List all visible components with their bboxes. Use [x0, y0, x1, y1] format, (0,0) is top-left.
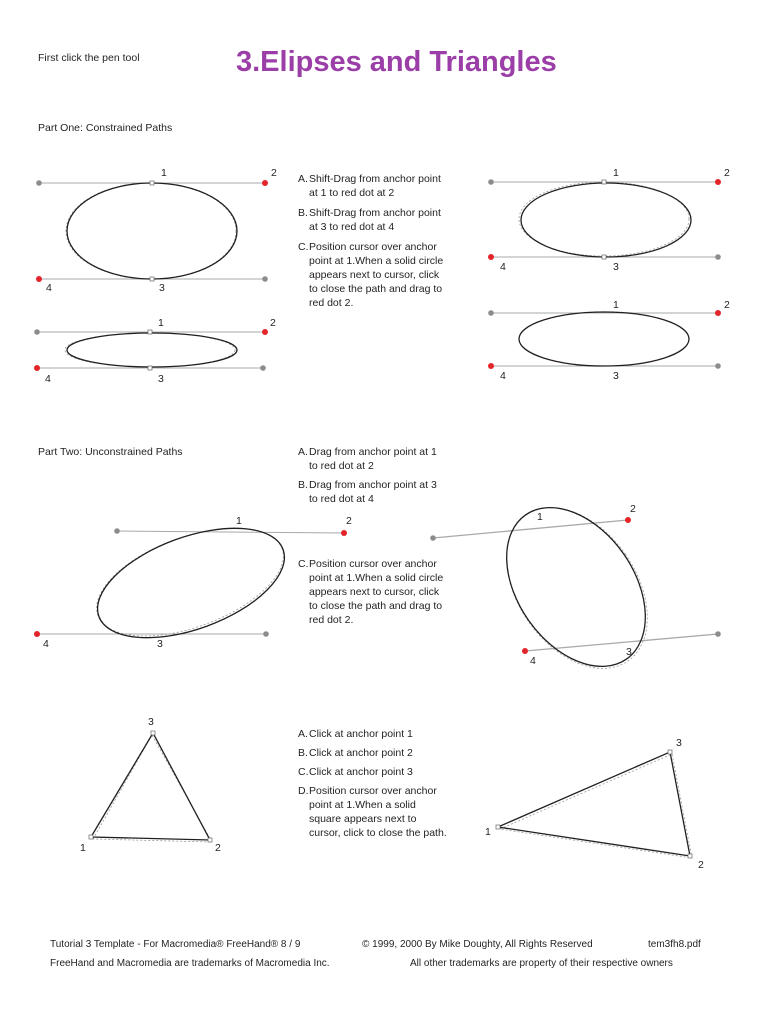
red-dot-4: [488, 363, 494, 369]
part-one-heading: Part One: Constrained Paths: [38, 122, 173, 134]
step-text: Drag from anchor point at 1 to red dot at 2: [309, 446, 437, 472]
step-text: Position cursor over anchor point at 1.When a solid square appears next to cursor, click to close the path.: [309, 785, 447, 839]
label-2: 2: [215, 842, 221, 854]
step-text: Shift-Drag from anchor point at 3 to red dot at 4: [309, 207, 441, 233]
gray-dot: [430, 535, 436, 541]
dashed-trace: [93, 735, 212, 842]
handle-line-top: [117, 531, 344, 533]
triangle-outline: [498, 752, 690, 856]
step-b: [298, 746, 448, 760]
label-1: 1: [485, 826, 491, 838]
step-text: Click at anchor point 1: [309, 728, 413, 740]
label-3: 3: [148, 716, 154, 728]
anchor-point-3: [602, 255, 606, 259]
label-3: 3: [676, 737, 682, 749]
ellipse-outline: [521, 183, 691, 257]
triangle-outline: [91, 733, 210, 840]
triangle-right: [485, 737, 704, 871]
step-a: [298, 445, 448, 473]
gray-dot: [262, 276, 268, 282]
anchor-point-3: [148, 366, 152, 370]
step-letter: B.: [298, 207, 308, 219]
label-3: 3: [158, 373, 164, 385]
label-4: 4: [500, 261, 506, 273]
step-letter: B.: [298, 747, 308, 759]
step-text: Drag from anchor point at 3 to red dot at 4: [309, 479, 437, 505]
label-1: 1: [236, 515, 242, 527]
part-three-instructions: [298, 727, 448, 845]
label-4: 4: [46, 282, 52, 294]
footer-trademark-left: FreeHand and Macromedia are trademarks of Macromedia Inc.: [50, 958, 330, 969]
step-d: [298, 784, 448, 840]
label-2: 2: [698, 859, 704, 871]
part-two-heading: Part Two: Unconstrained Paths: [38, 446, 183, 458]
step-text: Position cursor over anchor point at 1.When a solid circle appears next to cursor, click to close the path and drag to red dot 2.: [309, 241, 444, 309]
part-one-instructions: [298, 172, 448, 316]
anchor-point-3: [150, 277, 154, 281]
step-b: [298, 206, 448, 234]
anchor-point-3: [151, 731, 155, 735]
step-c: [298, 765, 448, 779]
step-letter: A.: [298, 446, 308, 458]
anchor-point-3: [668, 750, 672, 754]
gray-dot: [34, 329, 40, 335]
red-dot-4: [522, 648, 528, 654]
ellipse-outline: [67, 183, 237, 279]
footer-filename: tem3fh8.pdf: [648, 939, 701, 950]
anchor-point-1: [602, 180, 606, 184]
label-1: 1: [537, 511, 543, 523]
step-text: Click at anchor point 3: [309, 766, 413, 778]
ellipse-outline: [67, 333, 237, 367]
red-dot-4: [34, 631, 40, 637]
step-c: [298, 240, 448, 310]
label-3: 3: [159, 282, 165, 294]
footer-trademark-right: All other trademarks are property of their respective owners: [410, 958, 673, 969]
label-1: 1: [161, 167, 167, 179]
red-dot-2: [341, 530, 347, 536]
footer-copyright: © 1999, 2000 By Mike Doughty, All Rights Reserved: [362, 939, 593, 950]
red-dot-2: [262, 329, 268, 335]
label-2: 2: [724, 299, 730, 311]
label-2: 2: [346, 515, 352, 527]
gray-dot: [36, 180, 42, 186]
gray-dot: [715, 631, 721, 637]
red-dot-2: [625, 517, 631, 523]
label-3: 3: [613, 261, 619, 273]
ellipse-outline: [478, 482, 674, 693]
red-dot-2: [262, 180, 268, 186]
anchor-point-1: [496, 825, 500, 829]
ellipse-constrained-large-left: [36, 167, 277, 294]
footer-template: Tutorial 3 Template - For Macromedia® FreeHand® 8 / 9: [50, 939, 301, 950]
gray-dot: [488, 310, 494, 316]
anchor-point-1: [89, 835, 93, 839]
ellipse-outline: [519, 312, 689, 366]
label-4: 4: [530, 655, 536, 667]
step-b: [298, 478, 448, 506]
red-dot-4: [36, 276, 42, 282]
ellipse-constrained-right-upper: [488, 167, 730, 273]
triangle-left: [80, 716, 221, 854]
gray-dot: [715, 363, 721, 369]
red-dot-2: [715, 179, 721, 185]
step-text: Shift-Drag from anchor point at 1 to red dot at 2: [309, 173, 441, 199]
step-letter: C.: [298, 558, 309, 570]
label-4: 4: [500, 370, 506, 382]
label-1: 1: [613, 167, 619, 179]
red-dot-4: [488, 254, 494, 260]
part-two-instructions-ab: [298, 445, 448, 511]
anchor-point-2: [208, 838, 212, 842]
step-letter: C.: [298, 766, 309, 778]
ellipse-unconstrained-right: [430, 481, 721, 694]
anchor-point-1: [148, 330, 152, 334]
gray-dot: [263, 631, 269, 637]
step-text: Click at anchor point 2: [309, 747, 413, 759]
gray-dot: [260, 365, 266, 371]
label-2: 2: [271, 167, 277, 179]
label-1: 1: [613, 299, 619, 311]
label-1: 1: [158, 317, 164, 329]
step-letter: C.: [298, 241, 309, 253]
gray-dot: [114, 528, 120, 534]
step-a: [298, 172, 448, 200]
step-letter: A.: [298, 173, 308, 185]
ellipse-constrained-right-lower: [488, 299, 730, 382]
page-title: 3.Elipses and Triangles: [236, 46, 557, 78]
label-3: 3: [157, 638, 163, 650]
label-2: 2: [270, 317, 276, 329]
label-2: 2: [630, 503, 636, 515]
label-4: 4: [45, 373, 51, 385]
label-4: 4: [43, 638, 49, 650]
step-a: [298, 727, 448, 741]
step-text: Position cursor over anchor point at 1.When a solid circle appears next to cursor, click to close the path and drag to red dot 2.: [309, 558, 444, 626]
ellipse-constrained-flat-left: [34, 317, 276, 385]
label-3: 3: [626, 646, 632, 658]
label-1: 1: [80, 842, 86, 854]
red-dot-2: [715, 310, 721, 316]
gray-dot: [488, 179, 494, 185]
anchor-point-1: [150, 181, 154, 185]
handle-line-top: [433, 520, 628, 538]
anchor-point-2: [688, 854, 692, 858]
label-3: 3: [613, 370, 619, 382]
label-2: 2: [724, 167, 730, 179]
red-dot-4: [34, 365, 40, 371]
step-letter: B.: [298, 479, 308, 491]
part-two-instructions-c: [298, 557, 448, 633]
gray-dot: [715, 254, 721, 260]
step-letter: A.: [298, 728, 308, 740]
step-c: [298, 557, 448, 627]
step-letter: D.: [298, 785, 309, 797]
pen-tool-hint: First click the pen tool: [38, 52, 140, 64]
